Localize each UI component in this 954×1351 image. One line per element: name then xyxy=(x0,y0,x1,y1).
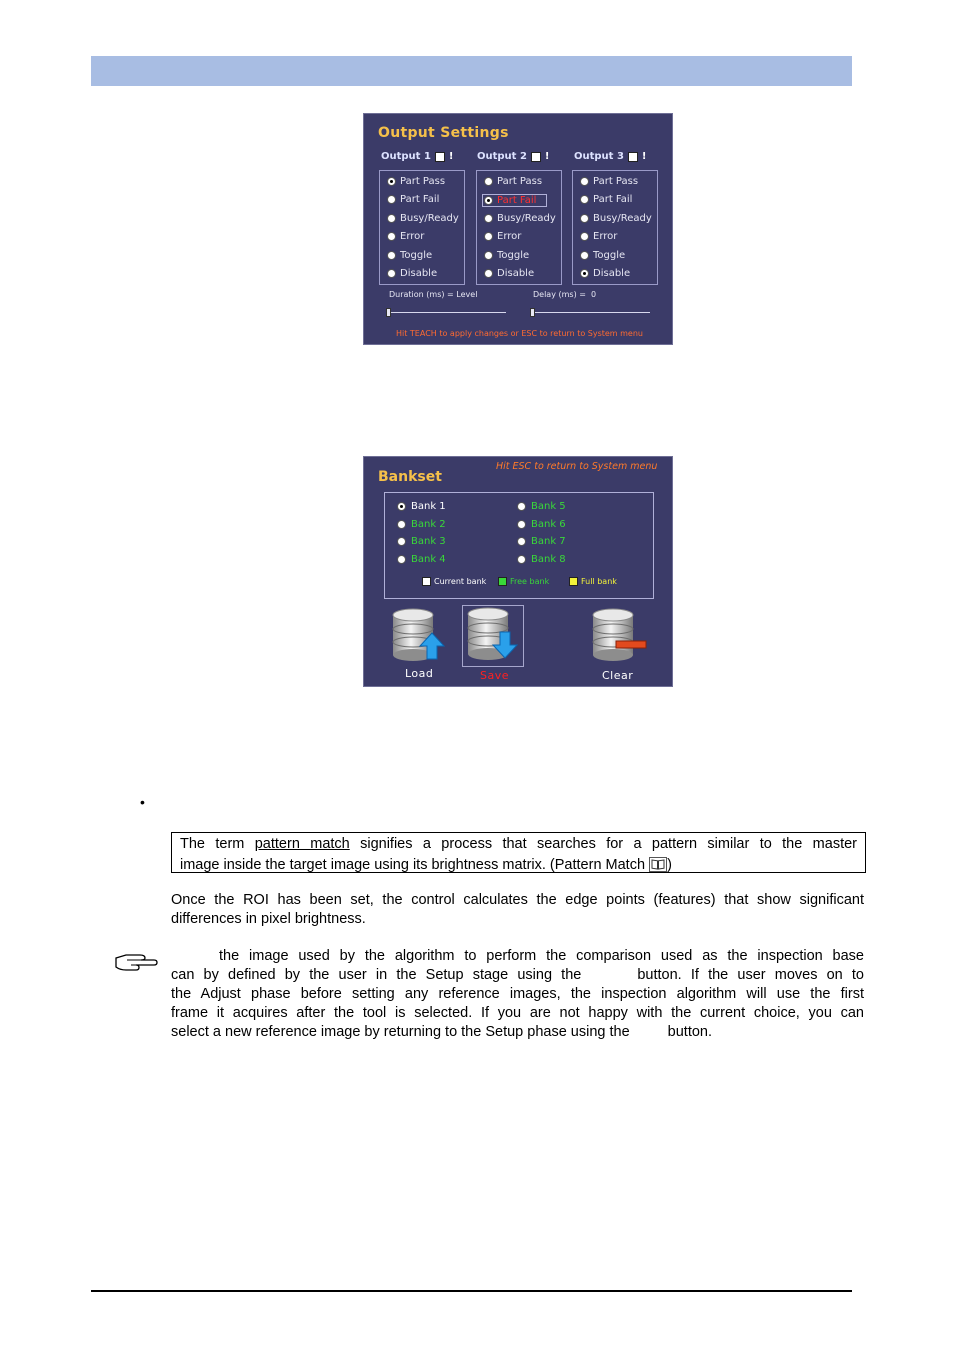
radio-button[interactable] xyxy=(397,502,406,511)
legend-current-label: Current bank xyxy=(434,577,487,586)
output-1-warning-mark: ! xyxy=(448,151,454,162)
output-1-option-part-pass[interactable] xyxy=(387,176,445,187)
clear-label: Clear xyxy=(602,669,634,682)
output-settings-panel xyxy=(363,113,673,345)
radio-button[interactable] xyxy=(484,196,493,205)
ref-line-1 xyxy=(171,947,864,966)
output-1-option-error[interactable] xyxy=(387,231,424,242)
option-label: Busy/Ready xyxy=(497,212,556,224)
bank-label: Bank 8 xyxy=(531,553,566,565)
option-label: Part Fail xyxy=(593,194,633,206)
note-text-start: The term xyxy=(180,836,245,852)
delay-value: 0 xyxy=(591,290,597,299)
reference-image-paragraph xyxy=(171,947,864,1042)
bankset-esc-hint: Hit ESC to return to System menu xyxy=(496,461,658,472)
radio-button[interactable] xyxy=(517,537,526,546)
output-3-option-toggle[interactable] xyxy=(580,250,625,261)
note-line-2 xyxy=(180,855,857,876)
option-label: Error xyxy=(400,231,425,243)
ref-line-5-end: button. xyxy=(667,1024,712,1040)
ref-line-3: the Adjust phase before setting any reference images, the inspection algorithm will use the first xyxy=(171,986,864,1002)
note-line-1 xyxy=(180,834,857,855)
bank-label: Bank 5 xyxy=(531,501,566,512)
bankset-panel xyxy=(363,456,673,687)
option-label: Error xyxy=(593,231,618,243)
option-label: Error xyxy=(497,231,522,243)
delay-slider-handle[interactable] xyxy=(530,308,535,317)
radio-button[interactable] xyxy=(580,251,589,260)
option-label: Part Fail xyxy=(497,195,537,207)
option-label: Toggle xyxy=(497,249,530,261)
radio-button[interactable] xyxy=(484,214,493,223)
note-text-close: ) xyxy=(667,857,672,873)
ref-line-2-start: can by defined by the user in the Setup stage using the xyxy=(171,967,582,983)
bank-option-5[interactable] xyxy=(517,501,566,512)
option-label: Part Fail xyxy=(400,194,440,206)
duration-slider-handle[interactable] xyxy=(386,308,391,317)
bank-option-7[interactable] xyxy=(517,536,566,547)
radio-button[interactable] xyxy=(484,251,493,260)
ref-line-5 xyxy=(171,1023,864,1042)
bank-label: Bank 6 xyxy=(531,518,566,530)
ref-line-1-text: the image used by the algorithm to perform the comparison used as the inspection base xyxy=(219,948,864,964)
output-1-option-toggle[interactable] xyxy=(387,250,432,261)
page-footer-rule xyxy=(91,1290,852,1292)
radio-button[interactable] xyxy=(387,251,396,260)
option-label: Disable xyxy=(400,268,438,279)
bank-label: Bank 4 xyxy=(411,553,446,565)
roi-paragraph-line-2: differences in pixel brightness. xyxy=(171,911,366,927)
radio-button[interactable] xyxy=(580,269,589,278)
legend-full-bank xyxy=(569,577,617,586)
radio-button[interactable] xyxy=(387,232,396,241)
output-3-header xyxy=(574,151,646,162)
output-1-option-disable[interactable] xyxy=(387,268,437,279)
option-label: Disable xyxy=(497,268,535,279)
radio-button[interactable] xyxy=(387,195,396,204)
output-1-option-part-fail[interactable] xyxy=(387,194,439,205)
output-2-enable-checkbox[interactable] xyxy=(531,152,541,162)
radio-button[interactable] xyxy=(484,232,493,241)
bank-option-3[interactable] xyxy=(397,536,446,547)
pointing-hand-icon xyxy=(114,949,160,975)
output-2-option-part-fail[interactable] xyxy=(482,194,547,207)
duration-value: Level xyxy=(456,290,478,299)
output-2-options xyxy=(476,170,562,285)
output-2-option-disable[interactable] xyxy=(484,268,534,279)
radio-button[interactable] xyxy=(397,520,406,529)
bankset-title: Bankset xyxy=(378,469,442,485)
output-2-label: Output 2 xyxy=(477,151,527,162)
option-label: Part Pass xyxy=(400,176,446,187)
output-1-enable-checkbox[interactable] xyxy=(435,152,445,162)
delay-readout xyxy=(533,290,596,299)
ref-line-2-end: button. If the user moves on to xyxy=(637,967,864,983)
load-label: Load xyxy=(405,667,434,680)
definition-note-box xyxy=(171,832,866,873)
delay-slider-track[interactable] xyxy=(532,312,650,313)
output-3-options xyxy=(572,170,658,285)
bank-option-6[interactable] xyxy=(517,519,566,530)
bank-label: Bank 2 xyxy=(411,518,446,530)
radio-button[interactable] xyxy=(397,555,406,564)
bank-option-8[interactable] xyxy=(517,554,566,565)
duration-readout xyxy=(389,290,477,299)
load-button[interactable] xyxy=(388,607,448,667)
option-label: Toggle xyxy=(400,249,433,261)
bank-label: Bank 3 xyxy=(411,536,446,547)
note-text-rest: signifies a process that searches for a pattern similar to the master xyxy=(360,836,857,852)
output-2-option-busy-ready[interactable] xyxy=(484,213,556,224)
legend-full-label: Full bank xyxy=(581,577,617,586)
radio-button[interactable] xyxy=(580,195,589,204)
book-icon[interactable] xyxy=(649,857,667,872)
roi-paragraph xyxy=(171,891,864,929)
radio-button[interactable] xyxy=(517,502,526,511)
option-label: Busy/Ready xyxy=(593,212,652,224)
output-3-option-disable[interactable] xyxy=(580,268,630,279)
bank-option-4[interactable] xyxy=(397,554,446,565)
free-bank-swatch xyxy=(498,577,507,586)
bank-option-1[interactable] xyxy=(397,501,446,512)
option-label: Toggle xyxy=(593,249,626,261)
output-3-enable-checkbox[interactable] xyxy=(628,152,638,162)
output-2-option-part-pass[interactable] xyxy=(484,176,542,187)
option-label: Disable xyxy=(593,268,631,279)
legend-free-bank xyxy=(498,577,549,586)
output-1-option-busy-ready[interactable] xyxy=(387,213,459,224)
radio-button[interactable] xyxy=(517,520,526,529)
database-clear-icon xyxy=(588,607,648,667)
output-1-label: Output 1 xyxy=(381,151,431,162)
bullet-point: • xyxy=(140,794,145,810)
output-1-header xyxy=(381,151,453,162)
save-label: Save xyxy=(480,669,510,682)
legend-current-bank xyxy=(422,577,486,586)
radio-button[interactable] xyxy=(580,177,589,186)
output-2-header xyxy=(477,151,549,162)
output-3-option-part-pass[interactable] xyxy=(580,176,638,187)
output-1-options xyxy=(379,170,465,285)
radio-button[interactable] xyxy=(484,269,493,278)
roi-paragraph-line-1: Once the ROI has been set, the control calculates the edge points (features) that show significant xyxy=(171,892,864,908)
output-2-option-error[interactable] xyxy=(484,231,521,242)
output-2-option-toggle[interactable] xyxy=(484,250,529,261)
radio-button[interactable] xyxy=(580,214,589,223)
duration-label: Duration (ms) = xyxy=(389,290,454,299)
output-3-option-part-fail[interactable] xyxy=(580,194,632,205)
ref-line-4: frame it acquires after the tool is selected. If you are not happy with the current choice, you can xyxy=(171,1005,864,1021)
output-3-label: Output 3 xyxy=(574,151,624,162)
option-label: Part Pass xyxy=(593,176,639,187)
ref-line-5-start: select a new reference image by returning to the Setup phase using the xyxy=(171,1024,630,1040)
radio-button[interactable] xyxy=(387,214,396,223)
save-button[interactable] xyxy=(462,605,524,667)
option-label: Part Pass xyxy=(497,176,543,187)
radio-button[interactable] xyxy=(484,177,493,186)
note-text-line2: image inside the target image using its brightness matrix. (Pattern Match xyxy=(180,857,646,873)
bank-option-2[interactable] xyxy=(397,519,446,530)
duration-slider-track[interactable] xyxy=(388,312,506,313)
bank-label: Bank 7 xyxy=(531,536,566,547)
output-settings-title: Output Settings xyxy=(378,125,509,141)
bank-label: Bank 1 xyxy=(411,501,446,512)
pattern-match-link[interactable]: pattern match xyxy=(254,836,350,852)
radio-button[interactable] xyxy=(397,537,406,546)
radio-button[interactable] xyxy=(580,232,589,241)
output-3-option-error[interactable] xyxy=(580,231,617,242)
option-label: Busy/Ready xyxy=(400,212,459,224)
page-header-bar xyxy=(91,56,852,86)
database-upload-icon xyxy=(388,607,448,667)
radio-button[interactable] xyxy=(517,555,526,564)
output-3-option-busy-ready[interactable] xyxy=(580,213,652,224)
output-3-warning-mark: ! xyxy=(641,151,647,162)
ref-line-2 xyxy=(171,966,864,985)
bank-list xyxy=(384,492,654,599)
legend-free-label: Free bank xyxy=(510,577,550,586)
current-bank-swatch xyxy=(422,577,431,586)
teach-message: Hit TEACH to apply changes or ESC to return to System menu xyxy=(396,329,643,338)
output-2-warning-mark: ! xyxy=(544,151,550,162)
radio-button[interactable] xyxy=(387,177,396,186)
radio-button[interactable] xyxy=(387,269,396,278)
delay-label: Delay (ms) = xyxy=(533,290,586,299)
database-download-icon xyxy=(463,606,523,666)
clear-button[interactable] xyxy=(588,607,648,667)
full-bank-swatch xyxy=(569,577,578,586)
